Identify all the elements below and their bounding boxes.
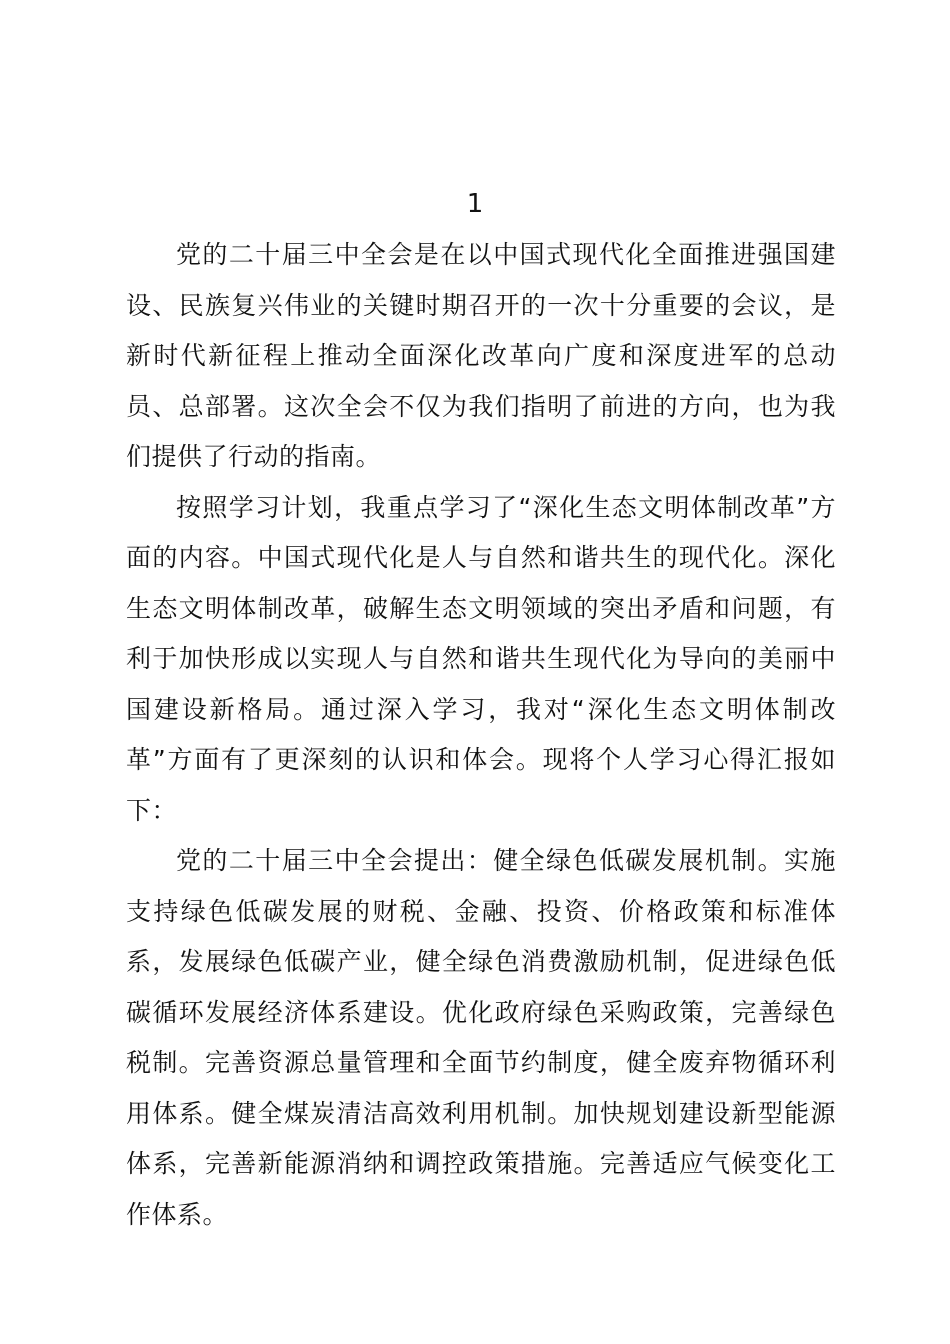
paragraph-green-low-carbon: 党的二十届三中全会提出：健全绿色低碳发展机制。实施支持绿色低碳发展的财税、金融、投资、价格政策和标准体系，发展绿色低碳产业，健全绿色消费激励机制，促进绿色低碳循环发展经济体系建设。优化政府绿色采购政策，完善绿色税制。完善资源总量管理和全面节约制度，健全废弃物循环利用体系。健全煤炭清洁高效利用机制。加快规划建设新型能源体系，完善新能源消纳和调控政策措施。完善适应气候变化工作体系。 <box>126 846 836 1229</box>
paragraph-study-plan: 按照学习计划，我重点学习了“深化生态文明体制改革”方面的内容。中国式现代化是人与自然和谐共生的现代化。深化生态文明体制改革，破解生态文明领域的突出矛盾和问题，有利于加快形成以实现人与自然和谐共生现代化为导向的美丽中国建设新格局。通过深入学习，我对“深化生态文明体制改革”方面有了更深刻的认识和体会。现将个人学习心得汇报如下： <box>126 492 836 825</box>
document-body <box>126 230 836 1240</box>
paragraph-intro: 党的二十届三中全会是在以中国式现代化全面推进强国建设、民族复兴伟业的关键时期召开的一次十分重要的会议，是新时代新征程上推动全面深化改革向广度和深度进军的总动员、总部署。这次全会不仅为我们指明了前进的方向，也为我们提供了行动的指南。 <box>126 240 836 471</box>
page-number: 1 <box>466 189 484 219</box>
